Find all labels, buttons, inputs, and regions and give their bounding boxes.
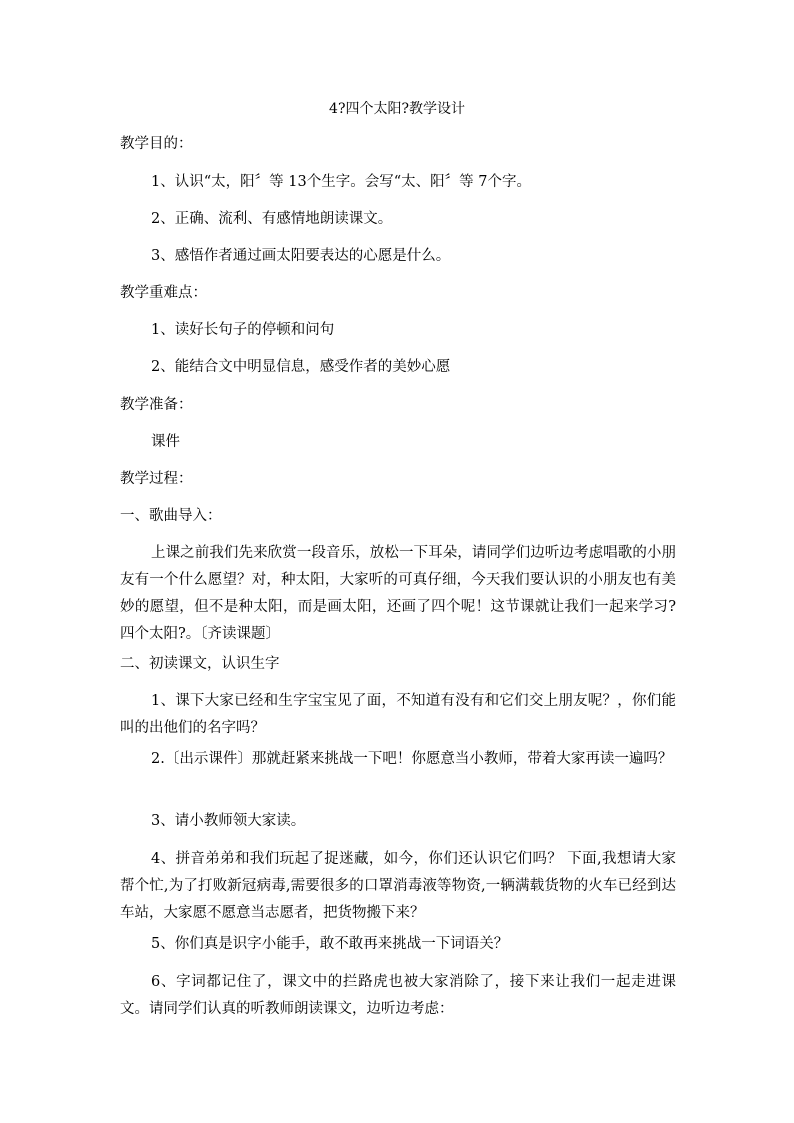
goal-item-3: 3、感悟作者通过画太阳要表达的心愿是什么。 — [151, 248, 451, 264]
step-paragraph-1: 1、课下大家已经和生字宝宝见了面，不知道有没有和它们交上朋友呢？，你们能叫的出他们的名字吗？ — [120, 693, 676, 736]
step-paragraph-6: 6、字词都记住了，课文中的拦路虎也被大家消除了，接下来让我们一起走进课文。请同学们认真的听教师朗读课文，边听边考虑： — [120, 974, 676, 1017]
keypoint-item-2: 2、能结合文中明显信息，感受作者的美妙心愿 — [151, 359, 451, 375]
step-paragraph-3: 3、请小教师领大家读。 — [151, 813, 306, 829]
goal-item-2: 2、正确、流利、有感情地朗读课文。 — [151, 211, 393, 227]
goals-heading: 教学目的： — [120, 136, 193, 152]
step-paragraph-5: 5、你们真是识字小能手，敢不敢再来挑战一下词语关？ — [151, 936, 509, 952]
keypoints-heading: 教学重难点： — [120, 285, 207, 301]
section-1-paragraph: 上课之前我们先来欣赏一段音乐，放松一下耳朵，请同学们边听边考虑唱歌的小朋友有一个什么愿望？对，种太阳，大家听的可真仔细，今天我们要认识的小朋友也有美妙的愿望，但不是种太阳，而是画太阳，还画了四个呢！这节课就让我们一起来学习?四个太阳?。〔齐读课题〕 — [120, 545, 676, 642]
step-paragraph-2: 2.〔出示课件〕那就赶紧来挑战一下吧！你愿意当小教师，带着大家再读一遍吗？ — [151, 751, 673, 767]
section-2-heading: 二、初读课文，认识生字 — [120, 656, 280, 672]
document-title: 4?四个太阳?教学设计 — [329, 101, 465, 117]
prep-item: 课件 — [151, 434, 180, 450]
process-heading: 教学过程： — [120, 471, 193, 487]
prep-heading: 教学准备： — [120, 397, 193, 413]
goal-item-1: 1、认识“太，阳〞等 13个生字。会写“太、阳〞等 7个字。 — [151, 174, 531, 190]
keypoint-item-1: 1、读好长句子的停顿和问句 — [151, 322, 335, 338]
step-paragraph-4: 4、拼音弟弟和我们玩起了捉迷藏，如今，你们还认识它们吗？ 下面,我想请大家帮个忙,为了打败新冠病毒,需要很多的口罩消毒液等物资,一辆满载货物的火车已经到达车站，大家愿不愿意当志愿者，把货物搬下来？ — [120, 851, 676, 921]
section-1-heading: 一、歌曲导入： — [120, 508, 222, 524]
